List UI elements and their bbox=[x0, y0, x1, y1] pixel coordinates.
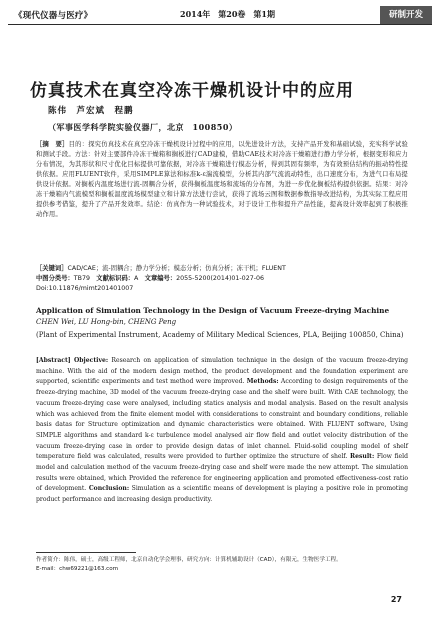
author-bio: 作者简介：陈伟，硕士，高级工程师，北京自动化学会理事，研究方向：计算机辅助设计（CAD），有限元，生物医学工程。 bbox=[36, 557, 342, 563]
doi-value: 10.11876/mimt201401007 bbox=[48, 285, 134, 292]
chinese-abstract bbox=[36, 140, 408, 220]
english-title: Application of Simulation Technology in the Design of Vacuum Freeze-drying Machine bbox=[36, 306, 390, 315]
abstract-text: 目的：探究仿真技术在真空冷冻干燥机设计过程中的应用，以先进设计方法，支持产品开发和基础试验，充实科学试验和测试手段。方法：针对主要部件冷冻干燥箱和搁板进行CAD建模，借助CAE技术对冷冻干燥箱进行静力学分析，根据变形和应力分布情况，为其形状和尺寸优化目标提供可靠依据，对冷冻干燥箱进行模态分析，得到其固有频率，为有效预估结构的振动特性提供依据。应用FLUENT软件，采用SIMPLE算法和标准k-ε湍流模型，分析其内部气流流动特性，出口速度分布，为进气口布局提供设计依据。对搁板内温度场进行流-固耦合分析，获得搁板温度场和流场的分布图，为进一步优化搁板结构提供依据。结果：对冷冻干燥箱内气流模型和搁板温度流场模型建立和计算方法进行尝试，获得了流场云图和数据参数指导改进结构，为其实际工程应用提供参考借鉴，提升了产品开发效率。结论：仿真作为一种试验技术，对于设计工作和提升产品性能，提高设计效率起到了积极推动作用。 bbox=[36, 141, 408, 218]
english-affiliation: (Plant of Experimental Instrument, Academy of Military Medical Sciences, PLA, Beijing 100850, China) bbox=[36, 331, 404, 339]
article-no-label: 文章编号： bbox=[144, 275, 177, 282]
section-badge: 研制开发 bbox=[380, 6, 432, 24]
chinese-title: 仿真技术在真空冷冻干燥机设计中的应用 bbox=[30, 81, 354, 101]
clc-value: TB79 bbox=[73, 275, 90, 282]
methods-label: Methods: bbox=[246, 378, 279, 386]
conclusion-text: Simulation as a scientific means of development is playing a positive role in promoting product performance and increasing design productivity. bbox=[36, 485, 409, 504]
running-header bbox=[8, 6, 432, 25]
objective-label: Objective: bbox=[73, 357, 109, 364]
en-abstract-label: [Abstract] bbox=[36, 357, 71, 364]
english-abstract bbox=[36, 356, 408, 506]
journal-name: 《现代仪器与医疗》 bbox=[14, 11, 93, 21]
abstract-label: ［摘 要］ bbox=[36, 141, 69, 148]
chinese-affiliation: （军事医学科学院实验仪器厂，北京 100850） bbox=[48, 122, 238, 132]
article-metadata bbox=[36, 264, 408, 294]
objective-text: Research on application of simulation technique in the design of the vacuum freeze-drying machine. With the aid of the modern design method, the product development and the foundation experiment are supported, scientific experiments and test method were improved. bbox=[36, 357, 409, 386]
footnote-divider bbox=[36, 552, 136, 553]
article-no-value: 2055-5200(2014)01-027-06 bbox=[176, 275, 264, 282]
doc-code-value: A bbox=[134, 275, 139, 282]
conclusion-label: Conclusion: bbox=[88, 485, 130, 493]
doi-line bbox=[36, 284, 408, 294]
clc-label: 中图分类号： bbox=[36, 275, 74, 282]
page-number: 27 bbox=[390, 595, 402, 604]
methods-text: According to design requirements of the freeze-drying machine, 3D model of the vacuum freeze-drying case and the shelf were built. With CAE technology, the vacuum freeze-drying case were analysed, including statics analysis and modal analysis. Based on the result analysis which was achieved from the finite element model with considerations to constraint and boundary conditions, reliable basis datas for Structure optimization and dynamic characteristics were obtained. With FLUENT software, Using SIMPLE algorithms and standard k-ε turbulence model analysed air flow field and outlet velocity distribution of the vacuum freeze-drying case in order to provide design datas of inlet channel. Fluid-solid coupling model of shelf temperature field was calculated, results were provided to further optimize the structure of shelf. bbox=[36, 378, 409, 461]
keywords-label: ［关键词］ bbox=[36, 265, 68, 272]
chinese-authors: 陈伟 芦宏斌 程鹏 bbox=[48, 106, 134, 116]
doi-label: Doi: bbox=[36, 285, 49, 292]
english-authors: CHEN Wei, LU Hong-bin, CHENG Peng bbox=[36, 318, 177, 326]
keywords-text: CAD/CAE；流-固耦合；静力学分析；模态分析；仿真分析；冻干机；FLUENT bbox=[67, 265, 286, 272]
classification-line bbox=[36, 274, 408, 284]
doc-code-label: 文献标识码： bbox=[96, 275, 135, 282]
keywords-line bbox=[36, 264, 408, 274]
author-footnote bbox=[36, 556, 408, 574]
result-label: Result: bbox=[350, 453, 375, 461]
issue-info: 2014年 第20卷 第1期 bbox=[180, 9, 275, 19]
result-text: Flow field model and calculation method of the vacuum freeze-drying case and shelf were made the new attempt. The simulation results were obtained, which Provided the reference for engineering application and promoted effectiveness-cost ratio of development. bbox=[36, 453, 409, 493]
author-email: E-mail：chw69221@163.com bbox=[36, 566, 119, 572]
